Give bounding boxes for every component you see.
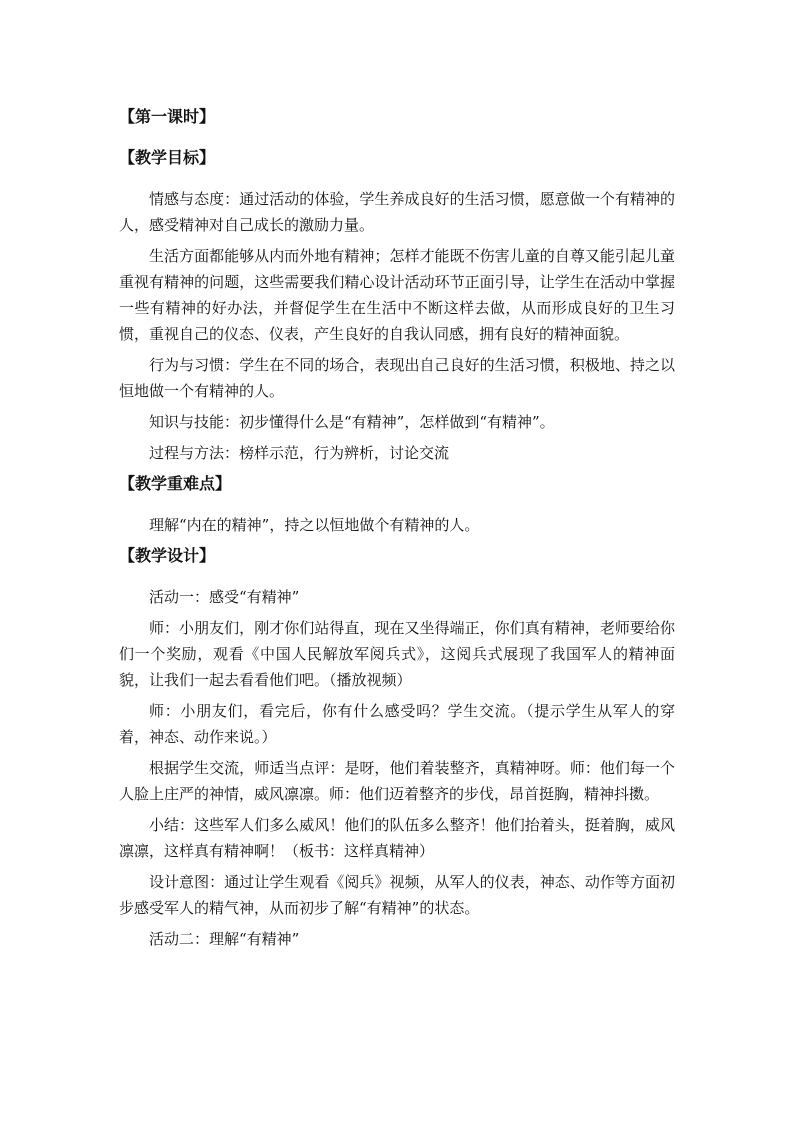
- design-paragraph: 师：小朋友们，看完后，你有什么感受吗？学生交流。（提示学生从军人的穿着，神态、动作来说。）: [119, 702, 675, 746]
- objective-paragraph: 过程与方法：榜样示范，行为辨析，讨论交流: [149, 444, 450, 462]
- design-paragraph: 师：小朋友们，刚才你们站得直，现在又坐得端正，你们真有精神，老师要给你们一个奖励，观看《中国人民解放军阅兵式》，这阅兵式展现了我国军人的精神面貌，让我们一起去看看他们吧。（播放视频）: [119, 619, 675, 689]
- design-paragraph: 小结：这些军人们多么威风！他们的队伍多么整齐！他们抬着头，挺着胸，威风凛凛，这样真有精神啊！（板书：这样真精神）: [119, 816, 675, 860]
- design-paragraph: 根据学生交流，师适当点评：是呀，他们着装整齐，真精神呀。师：他们每一个人脸上庄严的神情，威风凛凛。师：他们迈着整齐的步伐，昂首挺胸，精神抖擞。: [119, 759, 675, 803]
- objective-paragraph: 情感与态度：通过活动的体验，学生养成良好的生活习惯，愿意做一个有精神的人，感受精神对自己成长的激励力量。: [119, 190, 675, 234]
- objective-paragraph: 生活方面都能够从内而外地有精神；怎样才能既不伤害儿童的自尊又能引起儿童重视有精神的问题，这些需要我们精心设计活动环节正面引导，让学生在活动中掌握一些有精神的好办法，并督促学生在生活中不断这样去做，从而形成良好的卫生习惯，重视自己的仪态、仪表，产生良好的自我认同感，拥有良好的精神面貌。: [119, 247, 675, 343]
- key-points-paragraph: 理解“内在的精神”，持之以恒地做个有精神的人。: [149, 516, 480, 534]
- objective-paragraph: 行为与习惯：学生在不同的场合，表现出自己良好的生活习惯，积极地、持之以恒地做一个有精神的人。: [119, 356, 675, 400]
- heading-design: 【教学设计】: [119, 546, 216, 565]
- heading-objectives: 【教学目标】: [119, 148, 216, 167]
- heading-first-lesson: 【第一课时】: [119, 107, 216, 126]
- objective-paragraph: 知识与技能：初步懂得什么是“有精神”，怎样做到“有精神”。: [149, 413, 555, 431]
- design-paragraph: 设计意图：通过让学生观看《阅兵》视频，从军人的仪表，神态、动作等方面初步感受军人的精气神，从而初步了解“有精神”的状态。: [119, 873, 675, 917]
- design-paragraph: 活动一：感受“有精神”: [149, 588, 300, 606]
- design-paragraph: 活动二：理解“有精神”: [149, 930, 300, 948]
- heading-key-points: 【教学重难点】: [119, 474, 232, 493]
- document-content: [119, 104, 675, 957]
